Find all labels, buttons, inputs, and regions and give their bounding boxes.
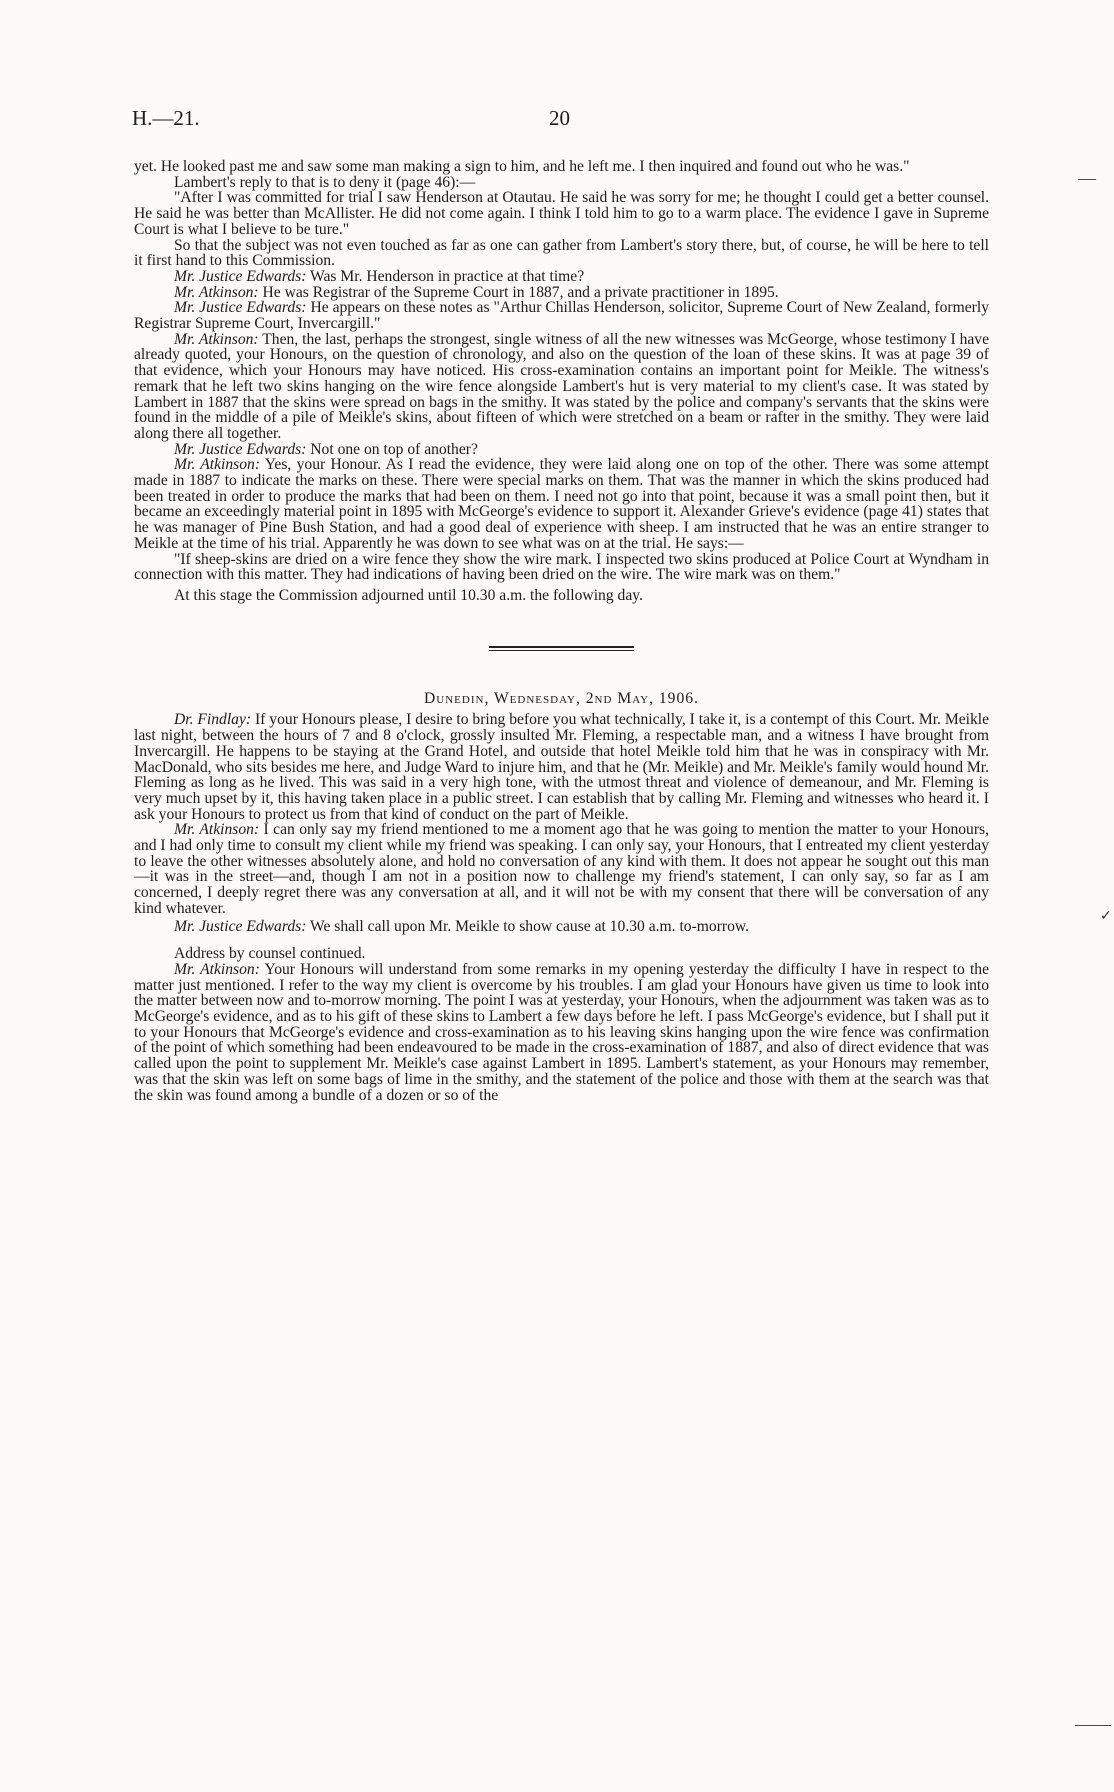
page-header (132, 106, 990, 132)
speaker-name: Mr. Atkinson: (174, 456, 261, 474)
speaker-name: Mr. Justice Edwards: (174, 917, 307, 935)
paragraph: Mr. Atkinson: Yes, your Honour. As I read the evidence, they were laid along one on top of the other. There was some attempt made in 1887 to indicate the marks on these. There were special marks on them. That was the manner in which the skins produced had been treated in order to produce the marks that had been on them. I need not go into that point, because it was a small point then, but it became an exceedingly material point in 1895 with McGeorge's evidence to support it. Alexander Grieve's evidence (page 41) states that he was manager of Pine Bush Station, and had a good deal of experience with sheep. I am instructed that he was an entire stranger to Meikle at the time of his trial. Apparently he was down to see what was on at the trial. He says:— (134, 456, 989, 552)
section-1 (134, 159, 989, 604)
margin-mark: ✓ (1100, 909, 1112, 924)
speaker-name: Mr. Atkinson: (174, 960, 260, 978)
margin-mark: — (1078, 168, 1096, 188)
paragraph: Mr. Atkinson: Then, the last, perhaps the strongest, single witness of all the new witnesses was McGeorge, whose testimony I have already quoted, your Honours, on the question of chronology, and also on the question of the loan of these skins. It was at page 39 of that evidence, which your Honours may have noticed. His cross-examination contains an important point for Meikle. The witness's remark that he left two skins hanging on the wire fence alongside Lambert's hut is very material to my client's case. It was stated by Lambert in 1887 that the skins were spread on bags in the smithy. It was stated by the police and company's servants that the skins were found in the middle of a pile of Meikle's skins, about fifteen of which were stretched on a beam or rafter in the smithy. They were laid along there all together. (134, 330, 990, 442)
paragraph: At this stage the Commission adjourned until 10.30 a.m. the following day. (174, 586, 643, 604)
paragraph: Mr. Justice Edwards: Not one on top of another? (174, 440, 478, 458)
section-3 (134, 946, 989, 1103)
quoted-paragraph: "After I was committed for trial I saw Henderson at Otautau. He said he was sorry for me; he thought I could get a better counsel. He said he was better than McAllister. He did not come again. I think I told him to go to a warm place. The evidence I gave in Supreme Court is what I believe to be ture." (134, 189, 989, 238)
page-number: 20 (549, 106, 570, 130)
speaker-name: Mr. Justice Edwards: (174, 440, 307, 458)
speaker-name: Mr. Atkinson: (174, 330, 259, 348)
paragraph: Mr. Justice Edwards: We shall call upon Mr. Meikle to show cause at 10.30 a.m. to-morrow. (174, 917, 750, 935)
section-divider (489, 650, 634, 651)
speaker-name: Mr. Justice Edwards: (174, 267, 307, 285)
speaker-name: Mr. Atkinson: (174, 283, 259, 301)
paragraph: Mr. Atkinson: He was Registrar of the Supreme Court in 1887, and a private practitioner in 1895. (174, 283, 779, 301)
paragraph: Address by counsel continued. (174, 945, 366, 963)
document-reference: H.—21. (132, 106, 200, 130)
paragraph: yet. He looked past me and saw some man making a sign to him, and he left me. I then inquired and found out who he was." (134, 158, 910, 175)
speaker-name: Mr. Justice Edwards: (174, 299, 307, 317)
speaker-name: Mr. Atkinson: (174, 821, 260, 839)
speaker-name: Dr. Findlay: (174, 711, 252, 729)
paragraph: So that the subject was not even touched as far as one can gather from Lambert's story there, but, of course, he will be here to tell it first hand to this Commission. (134, 236, 989, 270)
margin-mark: —— (1075, 1714, 1111, 1734)
body-text (134, 159, 989, 1103)
paragraph: Mr. Atkinson: I can only say my friend mentioned to me a moment ago that he was going to mention the matter to your Honours, and I had only time to consult my client while my friend was speaking. I can only say, your Honours, that I entreated my client yesterday to leave the other witnesses absolutely alone, and hold no conversation of any kind with them. It does not appear he sought out this man—it was in the street—and, though I am not in a position now to challenge my friend's statement, I can only say, so far as I am concerned, I deeply regret there was any conversation at all, and it will not be with my consent that there will be conversation of any kind whatever. (134, 821, 989, 917)
section-2 (134, 712, 989, 934)
paragraph: Mr. Atkinson: Your Honours will understand from some remarks in my opening yesterday the difficulty I have in respect to the matter just mentioned. I refer to the way my client is overcome by his troubles. I am glad your Honours have given us time to look into the matter between now and to-morrow morning. The point I was at yesterday, your Honours, when the adjournment was taken was as to McGeorge's evidence, and as to his gift of these skins to Lambert a few days before he left. I pass McGeorge's evidence, but I shall put it to your Honours that McGeorge's evidence and cross-examination as to his leaving skins hanging upon the wire fence was confirmation of the point of which something had been endeavoured to be made in the cross-examination of 1887, and also of direct evidence that was called upon the point to supplement Mr. Meikle's case against Lambert in 1895. Lambert's statement, as your Honours may remember, was that the skin was left on some bags of lime in the smithy, and the statement of the police and those with them at the search was that the skin was found among a bundle of a dozen or so of the (134, 960, 989, 1104)
section-divider (489, 646, 634, 648)
quoted-paragraph: "If sheep-skins are dried on a wire fence they show the wire mark. I inspected two skins produced at Police Court at Wyndham in connection with this matter. They had indications of having been dried on the wire. The wire mark was on them." (134, 550, 989, 584)
dateline: Dunedin, Wednesday, 2nd May, 1906. (424, 689, 699, 707)
paragraph: Mr. Justice Edwards: Was Mr. Henderson in practice at that time? (174, 267, 585, 285)
paragraph: Dr. Findlay: If your Honours please, I desire to bring before you what technically, I take it, is a contempt of this Court. Mr. Meikle last night, between the hours of 7 and 8 o'clock, grossly insulted Mr. Fleming, a respectable man, and a witness I have brought from Invercargill. He happens to be staying at the Grand Hotel, and outside that hotel Meikle told him that he was in conspiracy with Mr. MacDonald, who sits besides me here, and Judge Ward to injure him, and that he (Mr. Meikle) and Mr. Meikle's family would hound Mr. Fleming as long as he lived. This was said in a very high tone, with the utmost threat and violence of demeanour, and Mr. Fleming is very much upset by it, this having taken place in a public street. I can establish that by calling Mr. Fleming and witnesses who heard it. I ask your Honours to protect us from that kind of conduct on the part of Meikle. (134, 711, 990, 823)
paragraph: Mr. Justice Edwards: He appears on these notes as "Arthur Chillas Henderson, solicitor, Supreme Court of New Zealand, formerly Registrar Supreme Court, Invercargill." (134, 299, 989, 333)
paragraph: Lambert's reply to that is to deny it (page 46):— (174, 173, 476, 191)
